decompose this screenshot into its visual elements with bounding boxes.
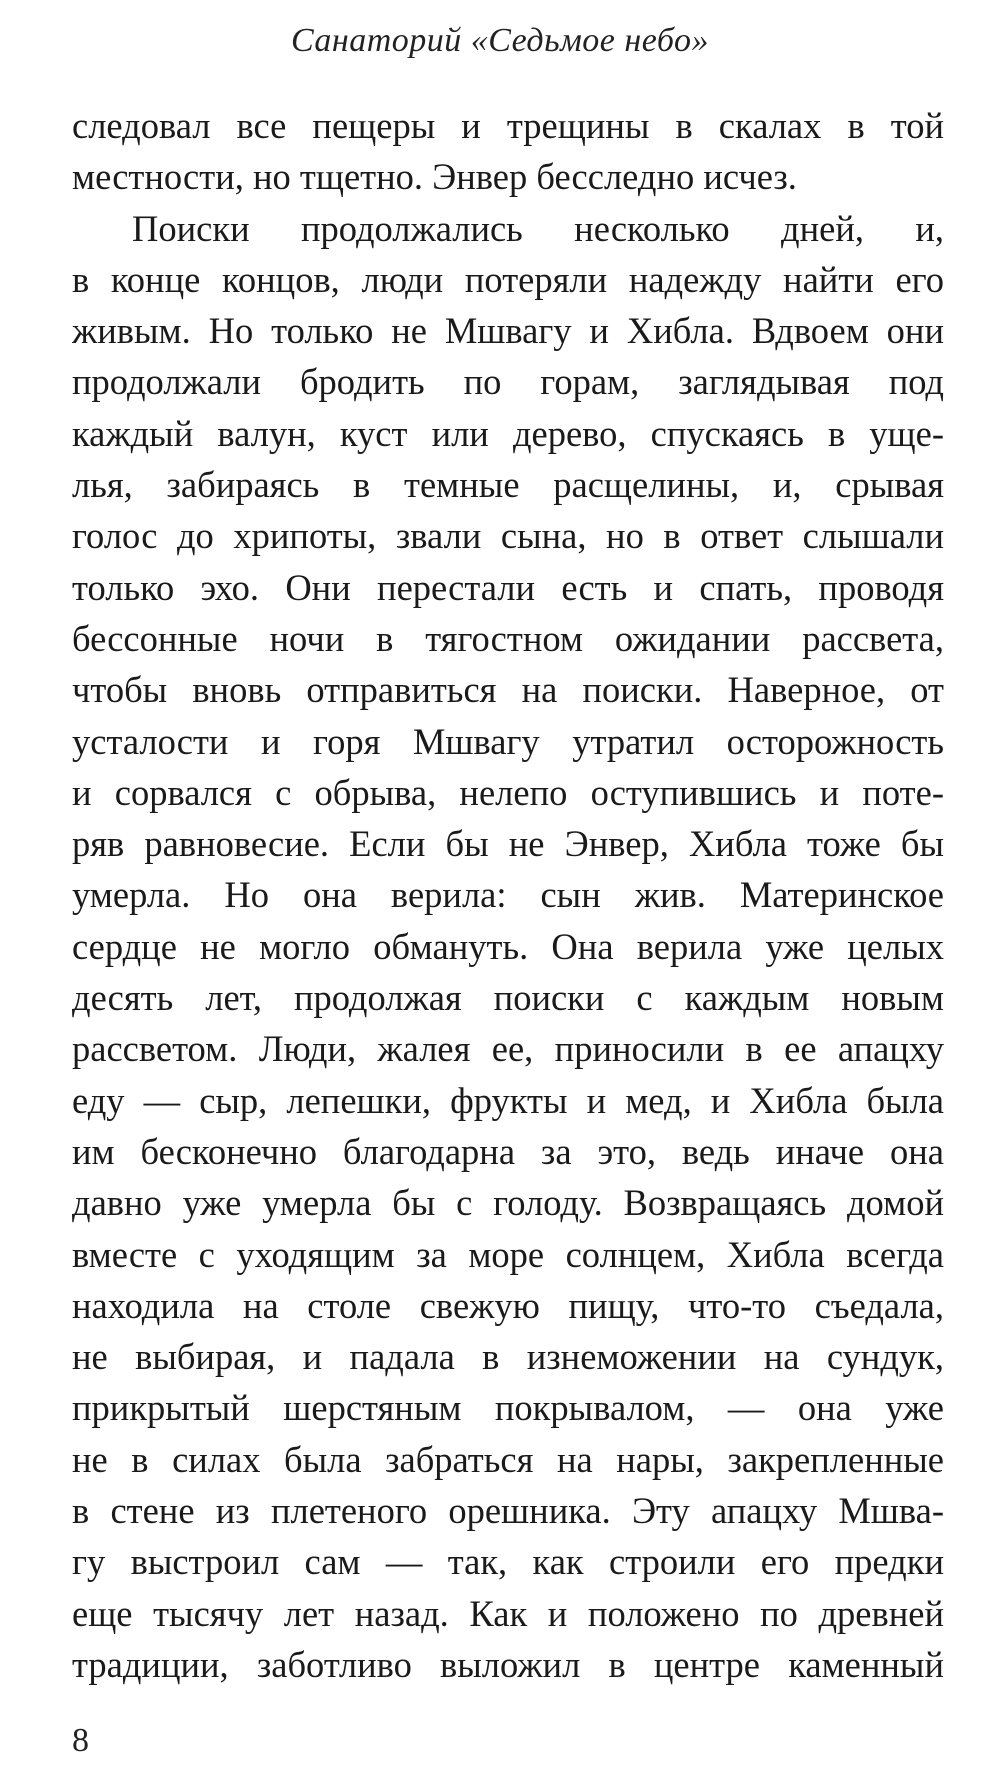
page-number: 8 bbox=[72, 1722, 89, 1759]
text-line: рассветом. Люди, жалея ее, приносили в ее апацху bbox=[72, 1028, 944, 1070]
text-line: Поиски продолжались несколько дней, и, bbox=[132, 207, 944, 249]
text-line: живым. Но только не Мшвагу и Хибла. Вдвоем они bbox=[72, 310, 944, 352]
text-line: десять лет, продолжая поиски с каждым новым bbox=[72, 977, 944, 1019]
text-line: умерла. Но она верила: сын жив. Материнское bbox=[72, 874, 944, 916]
text-line: не в силах была забраться на нары, закрепленные bbox=[72, 1438, 944, 1480]
text-line: традиции, заботливо выложил в центре каменный bbox=[72, 1643, 944, 1685]
text-line: в стене из плетеного орешника. Эту апацху Мшва- bbox=[72, 1490, 944, 1532]
text-line: чтобы вновь отправиться на поиски. Наверное, от bbox=[72, 669, 944, 711]
text-line: прикрытый шерстяным покрывалом, — она уже bbox=[72, 1387, 944, 1429]
running-head: Санаторий «Седьмое небо» bbox=[290, 22, 710, 59]
text-line: только эхо. Они перестали есть и спать, проводя bbox=[72, 566, 944, 608]
text-line: давно уже умерла бы с голоду. Возвращаясь домой bbox=[72, 1182, 944, 1224]
text-line: гу выстроил сам — так, как строили его предки bbox=[72, 1541, 944, 1583]
text-line: сердце не могло обмануть. Она верила уже целых bbox=[72, 925, 944, 967]
text-line: каждый валун, куст или дерево, спускаясь в уще- bbox=[72, 412, 944, 454]
text-line: продолжали бродить по горам, заглядывая под bbox=[72, 361, 944, 403]
text-line: еду — сыр, лепешки, фрукты и мед, и Хибла была bbox=[72, 1079, 944, 1121]
text-line: ряв равновесие. Если бы не Энвер, Хибла тоже бы bbox=[72, 823, 944, 865]
text-line: еще тысячу лет назад. Как и положено по древней bbox=[72, 1592, 944, 1634]
text-line: усталости и горя Мшвагу утратил осторожность bbox=[72, 720, 944, 762]
text-line: вместе с уходящим за море солнцем, Хибла всегда bbox=[72, 1233, 944, 1275]
text-line: местности, но тщетно. Энвер бесследно исчез. bbox=[72, 156, 797, 198]
body-text bbox=[72, 100, 944, 1690]
text-line: следовал все пещеры и трещины в скалах в той bbox=[72, 105, 944, 146]
text-line: в конце концов, люди потеряли надежду найти его bbox=[72, 258, 944, 300]
text-line: лья, забираясь в темные расщелины, и, срывая bbox=[72, 464, 944, 506]
text-line: и сорвался с обрыва, нелепо оступившись и поте- bbox=[72, 771, 944, 813]
text-line: голос до хрипоты, звали сына, но в ответ слышали bbox=[72, 515, 944, 557]
text-line: находила на столе свежую пищу, что-то съедала, bbox=[72, 1284, 944, 1326]
text-line: им бесконечно благодарна за это, ведь иначе она bbox=[72, 1130, 944, 1172]
text-line: не выбирая, и падала в изнеможении на сундук, bbox=[72, 1336, 944, 1378]
text-line: бессонные ночи в тягостном ожидании рассвета, bbox=[72, 617, 944, 659]
